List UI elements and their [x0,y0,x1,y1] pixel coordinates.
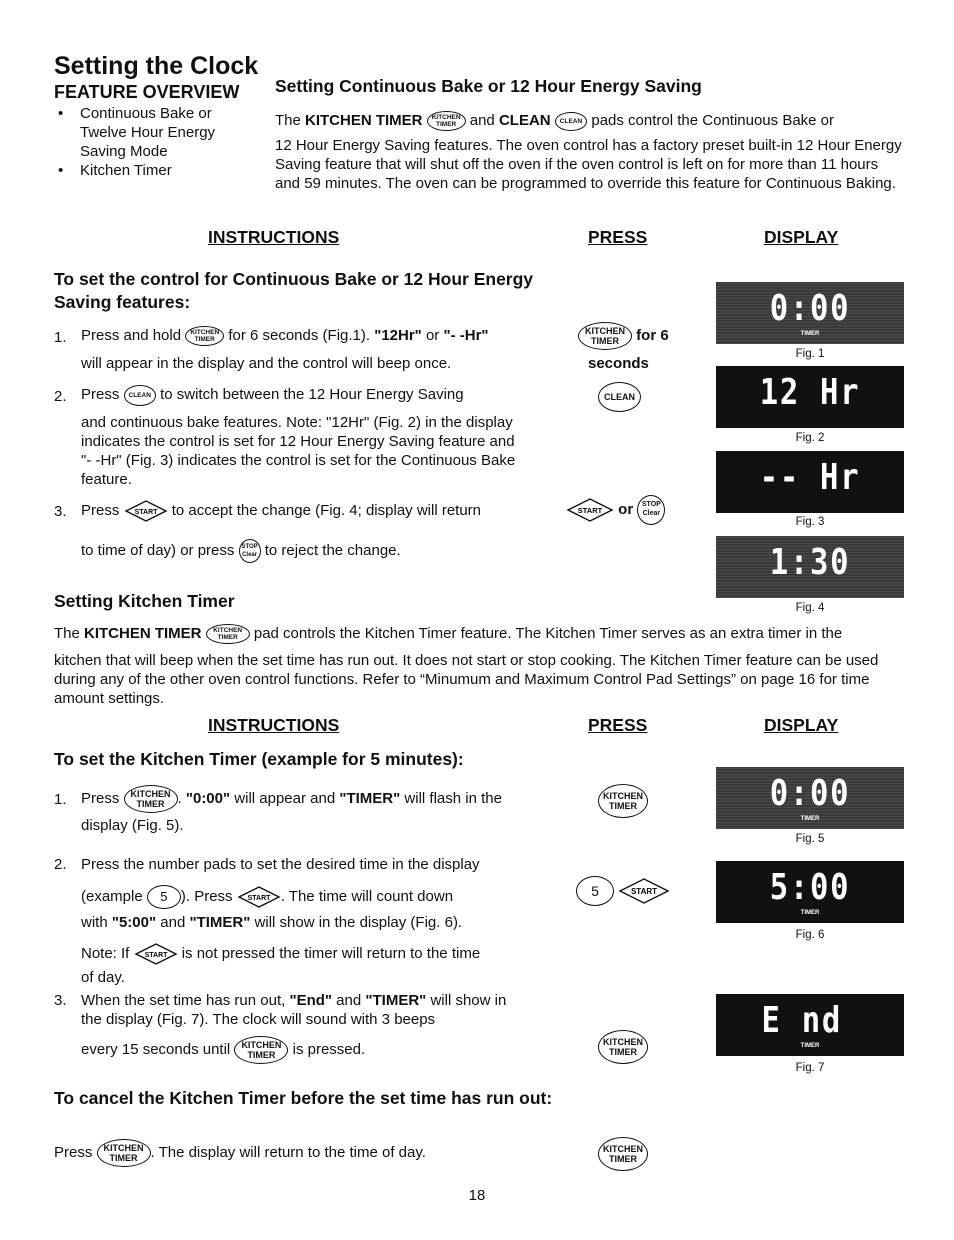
display-text: E nd [761,1000,843,1041]
text-bold: seconds [588,355,649,372]
press-step-1 [578,322,688,373]
step-number: 2. [54,388,67,405]
text: is not pressed the timer will return to the time [181,945,481,962]
continuous-step-1 [81,322,541,373]
kitchen-timer-pad-icon: KITCHEN TIMER [598,1137,648,1171]
feature-overview-list [58,104,248,180]
text: will appear in the display and the control will beep once. [81,355,452,372]
cancel-heading: To cancel the Kitchen Timer before the set time has run out: [54,1088,553,1108]
step-number: 1. [54,791,67,808]
start-pad-icon [124,500,168,522]
text: to reject the change. [264,542,401,559]
text-bold: "TIMER" [365,992,427,1009]
kitchen-timer-pad-icon: KITCHEN TIMER [598,1030,648,1064]
text: . The time will count down [280,888,454,905]
text: or [421,327,444,344]
display-subtext: TIMER [800,1043,820,1049]
text-bold: "TIMER" [339,790,401,807]
intro-paragraph: 12 Hour Energy Saving features. The oven control has a factory preset built-in 12 Hour Energy Saving feature that will shut off the oven if the oven control is left on for more than 11 hours and 59 minutes. The oven can be programmed to override this feature for Continuous Baking. [275,137,902,192]
continuous-subheading: To set the control for Continuous Bake or 12 Hour Energy Saving features: [54,269,534,312]
press-timer-step-2 [576,876,670,906]
text: to accept the change (Fig. 4; display will return [171,502,482,519]
display-text: -- Hr [759,457,861,498]
svg-text:START: START [631,887,658,896]
text: to switch between the 12 Hour Energy Saving [160,386,464,403]
list-item: • Continuous Bake or Twelve Hour Energy Saving Mode [58,105,216,160]
text: and continuous bake features. Note: "12Hr" (Fig. 2) in the display indicates the control is set for 12 Hour Energy Saving feature and "- -Hr" (Fig. 3) indicates the control is set for the Continuous Bake feature. [81,414,516,488]
display-fig-1 [716,282,904,344]
text: (example [81,888,143,905]
display-text: 5:00 [769,867,851,908]
text-bold: "TIMER" [189,914,251,931]
text: Press and hold [81,327,182,344]
number-5-pad-icon: 5 [576,876,614,906]
press-step-3 [566,495,686,525]
display-header: DISPLAY [764,715,839,735]
text-bold: for 6 [636,326,669,344]
press-step-2 [598,382,641,412]
display-fig-6 [716,861,904,923]
text: will appear and [230,790,340,807]
continuous-heading: Setting Continuous Bake or 12 Hour Energy Saving [275,76,702,96]
text: to time of day) or press [81,542,235,559]
text-bold: CLEAN [498,112,551,129]
figure-caption: Fig. 1 [795,348,825,360]
clean-pad-icon: CLEAN [598,382,641,412]
kitchen-timer-pad-icon: KITCHEN TIMER [206,624,250,644]
kitchen-timer-subheading: To set the Kitchen Timer (example for 5 minutes): [54,749,464,769]
clean-pad-icon: CLEAN [555,112,587,131]
text: with [81,914,112,931]
display-text: 12 Hr [759,372,861,413]
figure-caption: Fig. 2 [795,432,825,444]
kitchen-timer-pad-icon: KITCHEN TIMER [234,1036,288,1064]
text: for 6 seconds (Fig.1). [228,327,375,344]
display-fig-4 [716,536,904,598]
text: . [177,790,186,807]
cancel-instruction [54,1137,524,1169]
text: Press the number pads to set the desired time in the display [81,856,480,873]
figure-caption: Fig. 5 [795,833,825,845]
text-bold: KITCHEN TIMER [84,625,202,642]
number-5-pad-icon: 5 [147,885,181,909]
text: ). Press [180,888,233,905]
text: Press [54,1144,93,1161]
page-number: 18 [468,1187,486,1204]
start-pad-icon [618,878,670,904]
text: pads control the Continuous Bake or [591,112,835,129]
start-pad-icon [134,943,178,965]
text: every 15 seconds until [81,1041,231,1058]
text: Press [81,502,120,519]
kitchen-timer-pad-icon: KITCHEN TIMER [185,326,224,346]
list-item: • Kitchen Timer [58,162,172,179]
text: and [469,112,499,129]
stop-clear-pad-icon: STOP Clear [239,539,261,563]
text: Press [81,790,120,807]
timer-step-1 [81,784,541,835]
step-number: 3. [54,992,67,1009]
feature-overview-heading: FEATURE OVERVIEW [54,82,240,102]
kitchen-timer-pad-icon: KITCHEN TIMER [578,322,632,350]
svg-text:START: START [577,506,603,515]
text: will flash in the [400,790,502,807]
text-bold: KITCHEN TIMER [305,112,423,129]
timer-step-2 [81,855,541,987]
text: The [275,112,306,129]
continuous-step-2 [81,380,526,489]
kitchen-timer-pad-icon: KITCHEN TIMER [124,785,178,813]
press-cancel [598,1137,648,1171]
text: of day. [81,969,125,986]
display-text: 1:30 [769,542,851,583]
press-timer-step-3 [598,1030,648,1064]
text-bold: "End" [289,992,333,1009]
kitchen-timer-pad-icon: KITCHEN TIMER [97,1139,151,1167]
text: is pressed. [292,1041,366,1058]
text: will show in the display (Fig. 6). [250,914,463,931]
stop-clear-pad-icon: STOP Clear [637,495,665,525]
text: and [156,914,190,931]
kitchen-timer-intro [54,620,906,708]
display-text: 0:00 [769,773,851,814]
press-header: PRESS [588,227,648,247]
text: Press [81,386,120,403]
text: will show in the display (Fig. 7). The clock will sound with 3 beeps [81,992,507,1028]
display-fig-7 [716,994,904,1056]
start-pad-icon [566,498,614,522]
intro-paragraph: kitchen that will beep when the set time has run out. It does not start or stop cooking. The Kitchen Timer feature can be used during any of the other oven control functions. Refer to “Minumum and Maximum Control Pad Settings” on page 16 for time amount settings. [54,652,879,707]
figure-caption: Fig. 7 [795,1062,825,1074]
start-pad-icon [237,886,281,908]
text: display (Fig. 5). [81,817,184,834]
display-subtext: TIMER [800,331,820,337]
clean-pad-icon: CLEAN [124,385,156,406]
kitchen-timer-heading: Setting Kitchen Timer [54,591,235,611]
press-timer-step-1 [598,784,648,818]
display-header: DISPLAY [764,227,839,247]
text: The [54,625,85,642]
kitchen-timer-pad-icon: KITCHEN TIMER [427,111,466,131]
text-bold: or [618,500,634,518]
text-bold: "5:00" [111,914,157,931]
text: Note: If [81,945,130,962]
text-bold: "0:00" [185,790,231,807]
step-number: 3. [54,503,67,520]
page-title: Setting the Clock [54,52,259,80]
svg-text:START: START [144,952,167,960]
press-header: PRESS [588,715,648,735]
figure-caption: Fig. 3 [795,516,825,528]
step-number: 1. [54,329,67,346]
continuous-step-3 [81,496,531,566]
display-subtext: TIMER [800,816,820,822]
text: pad controls the Kitchen Timer feature. The Kitchen Timer serves as an extra timer in the [249,625,843,642]
text: and [332,992,366,1009]
display-fig-2 [716,366,904,428]
text-bold: "12Hr" [374,327,422,344]
svg-text:START: START [247,895,271,903]
display-text: 0:00 [769,288,851,329]
display-fig-3 [716,451,904,513]
text: . The display will return to the time of day. [150,1144,426,1161]
figure-caption: Fig. 6 [795,929,825,941]
list-item-text: Continuous Bake or Twelve Hour Energy Saving Mode [80,105,216,160]
display-fig-5 [716,767,904,829]
display-subtext: TIMER [800,910,820,916]
kitchen-timer-pad-icon: KITCHEN TIMER [598,784,648,818]
list-item-text: Kitchen Timer [80,162,172,179]
timer-step-3 [81,991,521,1065]
continuous-intro [275,108,905,193]
svg-text:START: START [134,509,157,517]
text: When the set time has run out, [81,992,290,1009]
figure-caption: Fig. 4 [795,602,825,614]
instructions-header: INSTRUCTIONS [208,227,340,247]
text-bold: "- -Hr" [443,327,489,344]
step-number: 2. [54,856,67,873]
instructions-header: INSTRUCTIONS [208,715,340,735]
